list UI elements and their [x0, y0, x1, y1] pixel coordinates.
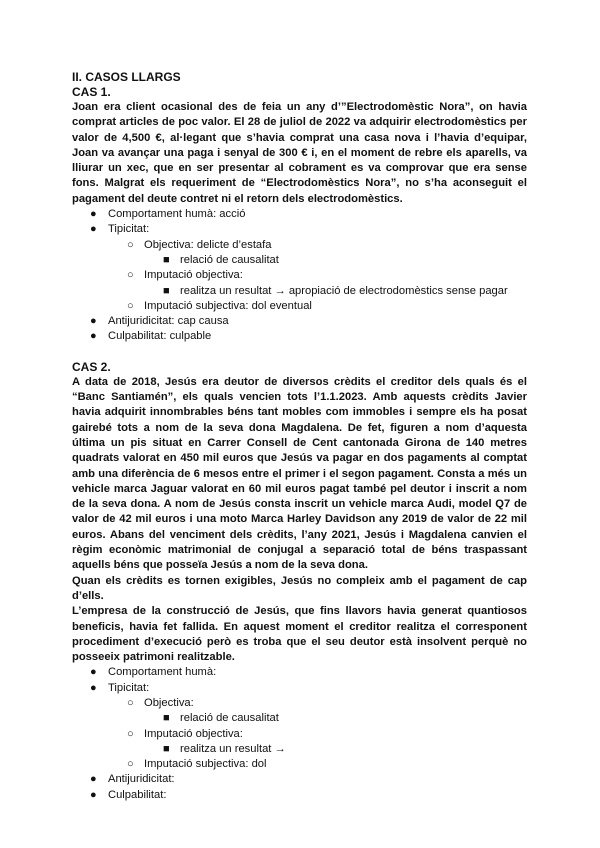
bullet-icon: ●: [90, 788, 97, 801]
list-item: ● Culpabilitat: culpable: [72, 329, 527, 344]
list-item: ● Comportament humà:: [72, 665, 527, 680]
list-item: ■ relació de causalitat: [72, 711, 527, 726]
case-1-paragraph: Joan era client ocasional des de feia un any d’”Electrodomèstic Nora”, on havia comprat articles de poc valor. El 28 de juliol de 2022 va adquirir electrodomèstics per valor de 4,500 €, al·legant que s’havia comprat una casa nova i l’havia d’equipar, Joan va avançar una paga i senyal de 300 € i, en el moment de rebre els aparells, va lliurar un xec, que en ser presentar al cobrament es va comprovar que era sense fons. Malgrat els requeriment de “Electrodomèstics Nora”, no s’ha aconseguit el pagament del deute contret ni el retorn dels electrodomèstics.: [72, 101, 527, 205]
square-bullet-icon: ■: [163, 284, 170, 297]
case-2-outline: [72, 665, 527, 803]
list-item: ○ Imputació subjectiva: dol: [72, 757, 527, 772]
case-1-title: CAS 1.: [72, 85, 111, 99]
circle-bullet-icon: ○: [127, 238, 134, 251]
circle-bullet-icon: ○: [127, 299, 134, 312]
list-item: ● Tipicitat:: [72, 222, 527, 237]
list-item: ● Comportament humà: acció: [72, 207, 527, 222]
case-1: [72, 85, 527, 345]
list-item: ○ Imputació objectiva:: [72, 727, 527, 742]
list-item: ● Tipicitat:: [72, 681, 527, 696]
bullet-icon: ●: [90, 666, 97, 679]
list-item: ● Culpabilitat:: [72, 788, 527, 803]
list-item: ■ realitza un resultat → apropiació de electrodomèstics sense pagar: [72, 284, 527, 299]
bullet-icon: ●: [90, 773, 97, 786]
case-2-paragraph: L’empresa de la construcció de Jesús, que fins llavors havia generat quantiosos beneficis, havia fet fallida. En aquest moment el creditor realitza el corresponent procediment d’execució però es troba que el seu deutor està insolvent perquè no posseeix patrimoni realitzable.: [72, 605, 527, 664]
list-item: ○ Imputació objectiva:: [72, 268, 527, 283]
square-bullet-icon: ■: [163, 742, 170, 755]
circle-bullet-icon: ○: [127, 758, 134, 771]
list-item: ■ realitza un resultat →: [72, 742, 527, 757]
case-1-outline: [72, 207, 527, 345]
bullet-icon: ●: [90, 315, 97, 328]
bullet-icon: ●: [90, 330, 97, 343]
bullet-icon: ●: [90, 208, 97, 221]
case-2-paragraph: Quan els crèdits es tornen exigibles, Jesús no compleix amb el pagament de cap d’ells.: [72, 574, 527, 602]
document-page: [72, 70, 527, 803]
list-item: ○ Objectiva: delicte d’estafa: [72, 238, 527, 253]
list-item: ● Antijuridicitat: cap causa: [72, 314, 527, 329]
list-item: ○ Objectiva:: [72, 696, 527, 711]
list-item: ■ relació de causalitat: [72, 253, 527, 268]
list-item: ○ Imputació subjectiva: dol eventual: [72, 299, 527, 314]
case-2: [72, 360, 527, 803]
square-bullet-icon: ■: [163, 712, 170, 725]
spacer: [72, 345, 527, 360]
case-2-title: CAS 2.: [72, 359, 111, 374]
circle-bullet-icon: ○: [127, 696, 134, 709]
bullet-icon: ●: [90, 223, 97, 236]
case-2-paragraph: A data de 2018, Jesús era deutor de diversos crèdits el creditor dels quals és el “Banc Santiamén”, els quals vencien tots l’1.1.2023. Amb aquests crèdits Javier havia adquirit innombrables béns tant mobles com immobles i sempre els ha posat gairebé tots a nom de la seva dona Magdalena. De fet, figuren a nom d’aquesta última un pis situat en Carrer Consell de Cent cantonada Girona de 140 metres quadrats valorat en 450 mil euros que Jesús va pagar en dos pagaments al comptat amb una diferència de 6 mesos entre el primer i el segon pagament. Consta a més un vehicle marca Jaguar valorat en 60 mil euros pagat també pel deutor i inscrit a nom de la seva dona. A nom de Jesús consta inscrit un vehicle marca Audi, model Q7 de valor de 42 mil euros i una moto Marca Harley Davidson any 2019 de valor de 22 mil euros. Abans del venciment dels crèdits, l’any 2021, Jesús i Magdalena canvien el règim econòmic matrimonial de conjugal a separació total de béns traspassant aquells béns que posseïa Jesús a nom de la seva dona.: [72, 375, 527, 572]
list-item: ● Antijuridicitat:: [72, 772, 527, 787]
circle-bullet-icon: ○: [127, 727, 134, 740]
square-bullet-icon: ■: [163, 253, 170, 266]
circle-bullet-icon: ○: [127, 269, 134, 282]
section-title: II. CASOS LLARGS: [72, 70, 181, 84]
bullet-icon: ●: [90, 681, 97, 694]
